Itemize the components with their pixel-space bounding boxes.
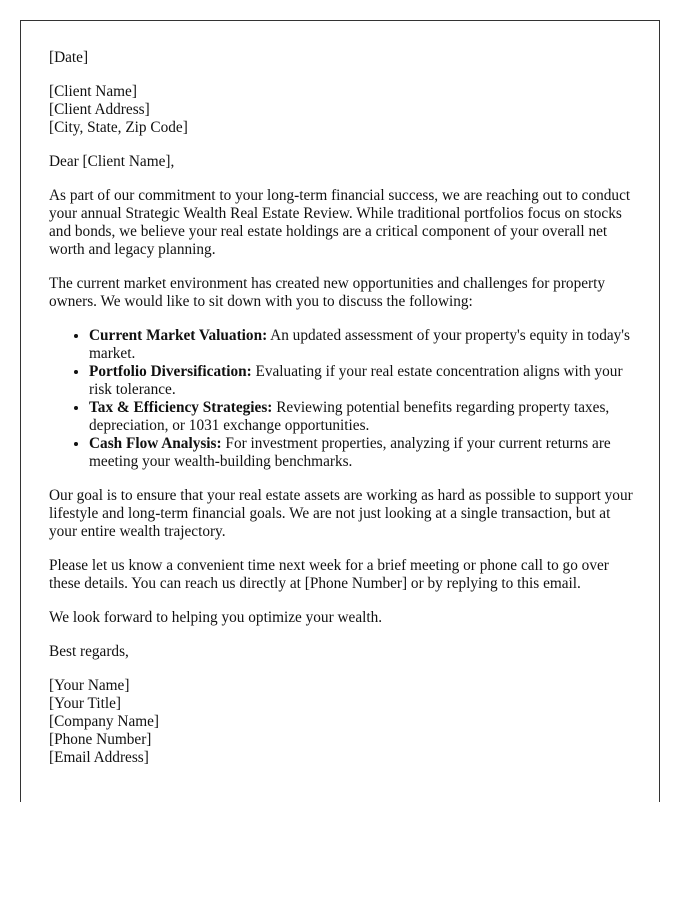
bullet-title: Current Market Valuation: <box>89 327 268 344</box>
company-name: [Company Name] <box>49 713 160 730</box>
phone-number: [Phone Number] <box>49 731 152 748</box>
salutation: Dear [Client Name], <box>49 153 175 170</box>
contact-paragraph: Please let us know a convenient time next week for a brief meeting or phone call to go over these details. You can reach us directly at [Phone Number] or by replying to this email. <box>49 557 609 592</box>
sender-title: [Your Title] <box>49 695 121 712</box>
context-paragraph: The current market environment has created new opportunities and challenges for property owners. We would like to sit down with you to discuss the following: <box>49 275 605 310</box>
letter-page <box>20 20 660 802</box>
recipient-city: [City, State, Zip Code] <box>49 119 188 136</box>
recipient-address <box>49 83 639 137</box>
signoff: Best regards, <box>49 643 129 660</box>
goal-paragraph: Our goal is to ensure that your real estate assets are working as hard as possible to support your lifestyle and long-term financial goals. We are not just looking at a single transaction, but at your entire wealth trajectory. <box>49 487 633 540</box>
bullet-text: An updated assessment of your property's equity in today's market. <box>89 327 630 362</box>
intro-paragraph: As part of our commitment to your long-term financial success, we are reaching out to conduct your annual Strategic Wealth Real Estate Review. While traditional portfolios focus on stocks and bonds, we believe your real estate holdings are a critical component of your overall net worth and legacy planning. <box>49 187 631 258</box>
recipient-name: [Client Name] <box>49 83 137 100</box>
bullet-title: Tax & Efficiency Strategies: <box>89 399 273 416</box>
letter-body <box>49 49 639 783</box>
sender-name: [Your Name] <box>49 677 130 694</box>
email-address: [Email Address] <box>49 749 149 766</box>
list-item <box>89 399 639 435</box>
recipient-street: [Client Address] <box>49 101 150 118</box>
list-item <box>89 363 639 399</box>
closing-paragraph: We look forward to helping you optimize your wealth. <box>49 609 383 626</box>
discussion-list <box>49 327 639 471</box>
list-item <box>89 327 639 363</box>
bullet-title: Portfolio Diversification: <box>89 363 252 380</box>
bullet-text: Evaluating if your real estate concentration aligns with your risk tolerance. <box>89 363 623 398</box>
list-item <box>89 435 639 471</box>
bullet-title: Cash Flow Analysis: <box>89 435 222 452</box>
bullet-text: For investment properties, analyzing if your current returns are meeting your wealth-building benchmarks. <box>89 435 611 470</box>
date: [Date] <box>49 49 89 66</box>
signature-block <box>49 677 639 767</box>
bullet-text: Reviewing potential benefits regarding property taxes, depreciation, or 1031 exchange opportunities. <box>89 399 610 434</box>
